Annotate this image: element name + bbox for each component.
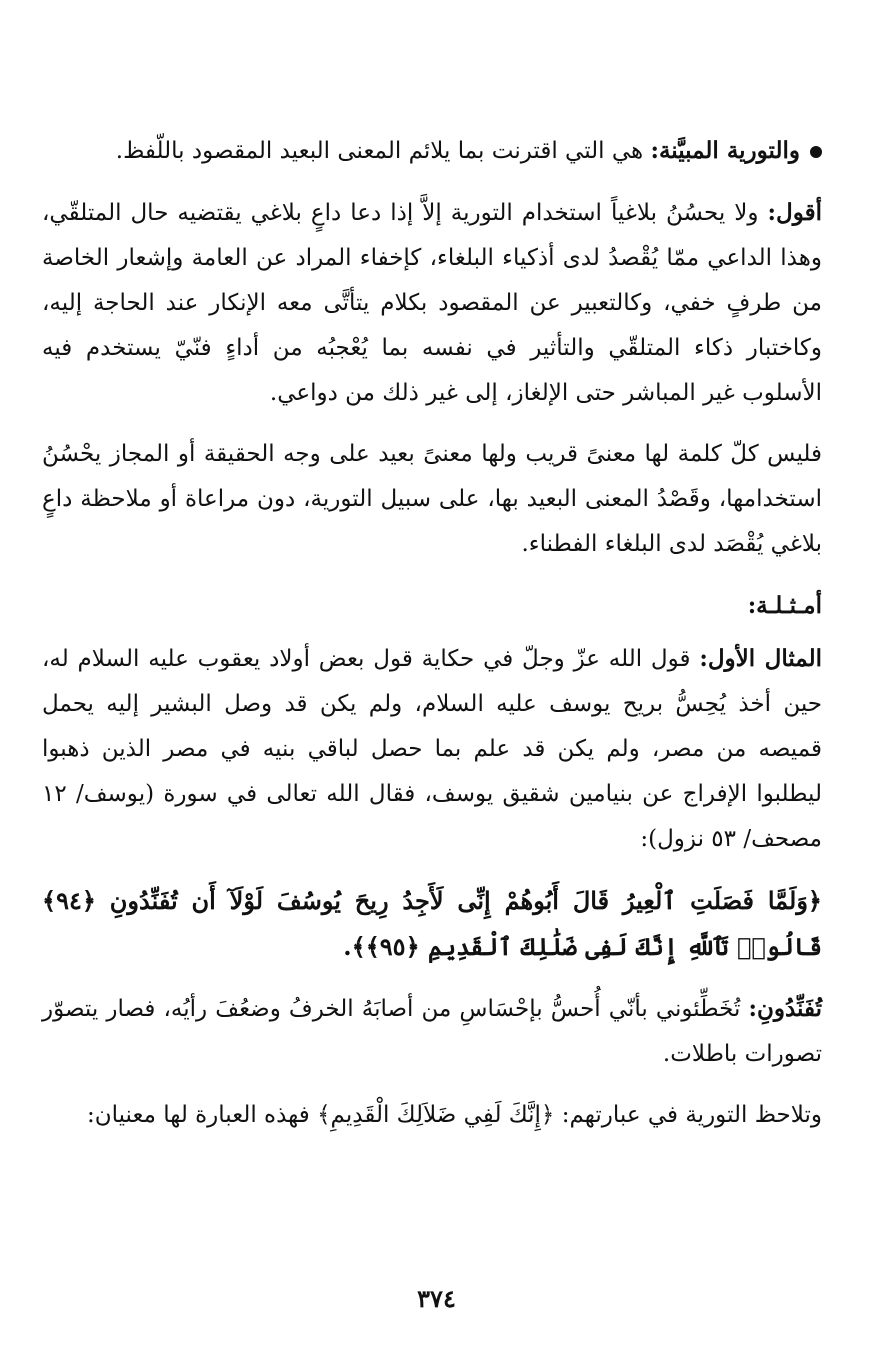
example-one-text: قول الله عزّ وجلّ في حكاية قول بعض أولاد يعقوب عليه السلام له، حين أخذ يُحِسُّ بريح يوسف عليه السلام، ولم يكن قد وصل البشير إليه يحمل قميصه من مصر، ولم يكن قد علم بما حصل لباقي بنيه في مصر الذين ذهبوا ليطلبوا الإفراج عن بنيامين شقيق يوسف، فقال الله تعالى في سورة (يوسف/ ١٢ مصحف/ ٥٣ نزول): [42,646,823,852]
example-one-label: المثال الأول: [699,645,822,672]
examples-heading: أمـثـلـة: [747,592,822,619]
bullet-icon [810,146,822,158]
note-paragraph [42,432,822,567]
tawriya-note-text: وتلاحظ التورية في عبارتهم: ﴿إِنَّكَ لَفِي ضَلاَلِكَ الْقَدِيمِ﴾ فهذه العبارة لها معنيان: [86,1102,822,1128]
quran-verse: ﴿وَلَمَّا فَصَلَتِ ٱلْعِيرُ قَالَ أَبُوهُمْ إِنِّى لَأَجِدُ رِيحَ يُوسُفَ لَوْلَآ أَن تُفَنِّدُونِ ﴿٩٤﴾ قَالُوا۟ تَٱللَّهِ إِنَّكَ لَفِى ضَلَٰلِكَ ٱلْقَدِيمِ ﴿٩٥﴾﴾. [42,886,822,961]
explained-word: تُفَنِّدُونِ: [748,995,822,1022]
definition-term: والتورية المبيَّنة: [650,137,800,164]
word-explanation-paragraph [42,986,822,1077]
example-one-paragraph [42,636,822,862]
tawriya-note-paragraph [42,1093,822,1138]
note-text: فليس كلّ كلمة لها معنىً قريب ولها معنىً بعيد على وجه الحقيقة أو المجاز يحْسُنُ استخدامها، وقَصْدُ المعنى البعيد بها، على سبيل التورية، دون مراعاة أو ملاحظة داعٍ بلاغي يُقْصَد لدى البلغاء الفطناء. [42,441,822,557]
commentary-label: أقول: [767,199,822,226]
word-explanation-text: تُخَطِّئوني بأنّي أُحسُّ بإحْسَاسِ من أصابَهُ الخرفُ وضعُفَ رأيُه، فصار يتصوّر تصورات باطلات. [42,996,822,1067]
commentary-text: ولا يحسُنُ بلاغياً استخدام التورية إلاَّ إذا دعا داعٍ بلاغي يقتضيه حال المتلقّي، وهذا الداعي ممّا يُقْصدُ لدى أذكياء البلغاء، كإخفاء المراد عن العامة وإشعار الخاصة من طرفٍ خفي، وكالتعبير عن المقصود بكلام يتأتَّى معه الإنكار عند الحاجة إليه، وكاختبار ذكاء المتلقّي والتأثير في نفسه بما يُعْجبُه من أداءٍ فنّيّ يستخدم فيه الأسلوب غير المباشر حتى الإلغاز، إلى غير ذلك من دواعي. [42,200,822,406]
page-body [42,128,822,1328]
definition-paragraph [42,128,822,174]
page-number: ٣٧٤ [417,1284,456,1313]
definition-text: هي التي اقترنت بما يلائم المعنى البعيد المقصود باللّفظ. [115,138,651,164]
commentary-paragraph [42,190,822,416]
